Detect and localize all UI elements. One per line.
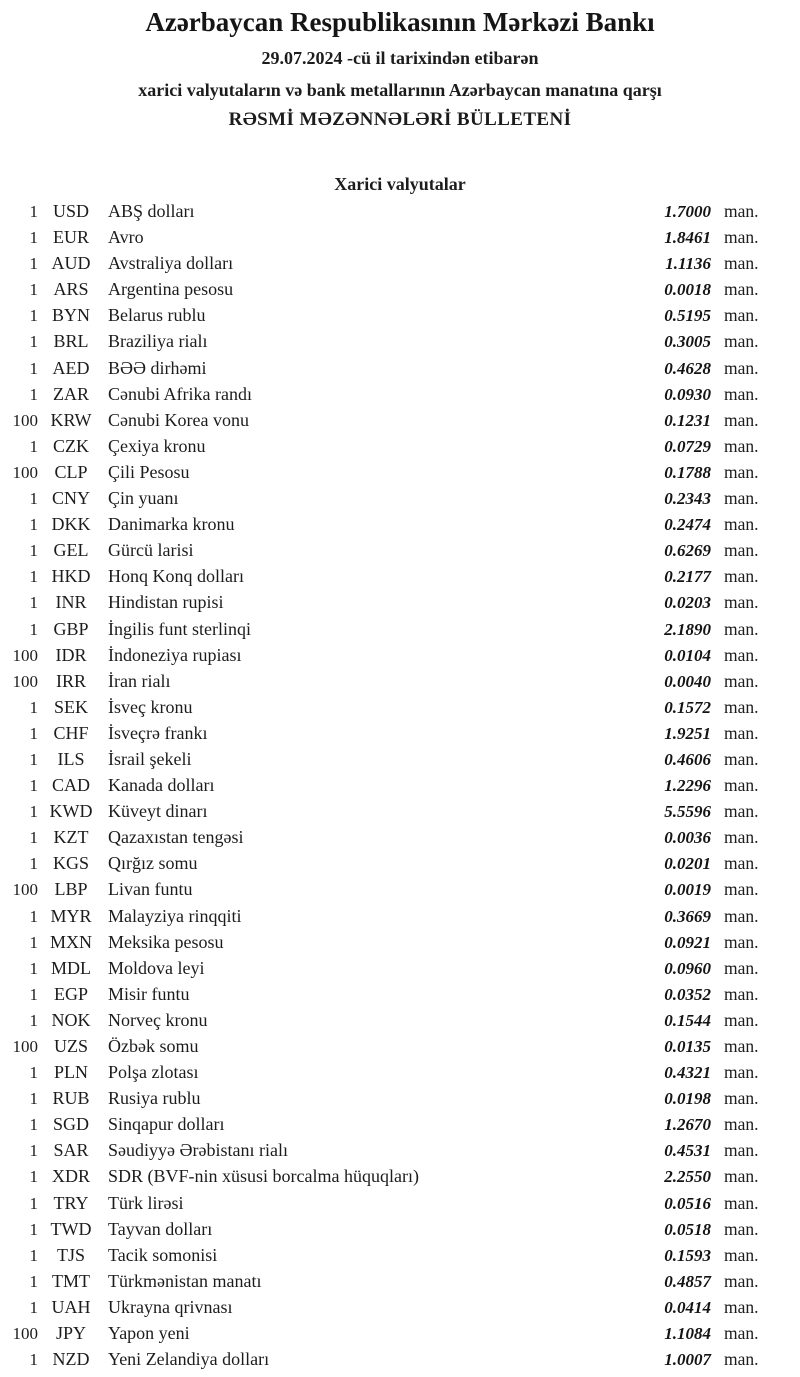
- currency-code-cell: JPY: [55, 1323, 86, 1344]
- currency-code-cell: SEK: [53, 696, 88, 717]
- currency-code-cell: BRL: [53, 331, 89, 352]
- rate-row: [0, 1163, 768, 1189]
- quantity-cell: 1: [29, 332, 38, 352]
- currency-name-cell: Polşa zlotası: [108, 1062, 199, 1083]
- rate-value-cell: 0.0018: [664, 280, 711, 300]
- rate-value-cell: 1.2670: [664, 1115, 711, 1135]
- rate-value-cell: 2.1890: [664, 619, 711, 639]
- quantity-cell: 1: [29, 1271, 38, 1291]
- quantity-cell: 1: [29, 984, 38, 1004]
- unit-cell: man.: [724, 540, 759, 561]
- rate-value-cell: 0.0960: [664, 958, 711, 978]
- rate-value-cell: 0.4857: [664, 1271, 711, 1291]
- unit-cell: man.: [724, 957, 759, 978]
- currency-name-cell: İngilis funt sterlinqi: [108, 618, 251, 639]
- rate-value-cell: 0.4628: [664, 358, 711, 378]
- unit-cell: man.: [724, 357, 759, 378]
- rate-value-cell: 0.0203: [664, 593, 711, 613]
- currency-code-cell: INR: [55, 592, 87, 613]
- unit-cell: man.: [724, 1166, 759, 1187]
- currency-code-cell: ARS: [53, 279, 89, 300]
- quantity-cell: 100: [12, 410, 38, 430]
- rate-value-cell: 1.8461: [664, 228, 711, 248]
- currency-name-cell: BƏƏ dirhəmi: [108, 357, 207, 378]
- currency-name-cell: ABŞ dolları: [108, 201, 195, 221]
- quantity-cell: 1: [29, 1167, 38, 1187]
- rate-row: [0, 433, 768, 459]
- rate-value-cell: 0.0414: [664, 1297, 711, 1317]
- currency-code-cell: CHF: [53, 722, 89, 743]
- quantity-cell: 1: [29, 1141, 38, 1161]
- rate-row: [0, 381, 768, 407]
- currency-name-cell: Tacik somonisi: [108, 1244, 218, 1265]
- quantity-cell: 100: [12, 462, 38, 482]
- currency-code-cell: MYR: [50, 905, 92, 926]
- rate-row: [0, 1294, 768, 1320]
- quantity-cell: 1: [29, 1245, 38, 1265]
- unit-cell: man.: [724, 748, 759, 769]
- unit-cell: man.: [724, 305, 759, 326]
- rate-row: [0, 250, 768, 276]
- currency-name-cell: Çexiya kronu: [108, 435, 206, 456]
- currency-name-cell: Çin yuanı: [108, 488, 179, 509]
- quantity-cell: 1: [29, 254, 38, 274]
- quantity-cell: 100: [12, 1037, 38, 1056]
- rate-value-cell: 0.1544: [664, 1010, 711, 1030]
- currency-code-cell: ILS: [57, 748, 85, 769]
- rate-value-cell: 1.1084: [664, 1324, 711, 1344]
- rate-value-cell: 0.0036: [664, 828, 711, 848]
- rate-value-cell: 0.0198: [664, 1089, 711, 1109]
- currency-name-cell: Braziliya rialı: [108, 331, 208, 352]
- quantity-cell: 1: [29, 384, 38, 404]
- rate-row: [0, 1346, 768, 1372]
- rate-value-cell: 0.4321: [664, 1063, 711, 1083]
- currency-code-cell: XDR: [51, 1166, 90, 1187]
- quantity-cell: 1: [29, 749, 38, 769]
- currency-code-cell: TJS: [56, 1244, 85, 1265]
- unit-cell: man.: [724, 1062, 759, 1083]
- rate-row: [0, 1085, 768, 1111]
- currency-name-cell: Yapon yeni: [108, 1323, 190, 1344]
- currency-code-cell: UZS: [53, 1036, 88, 1056]
- rate-row: [0, 668, 768, 694]
- rate-row: [0, 1216, 768, 1242]
- unit-cell: man.: [724, 1244, 759, 1265]
- rate-value-cell: 2.2550: [664, 1167, 711, 1187]
- rate-row: [0, 1320, 768, 1346]
- rate-value-cell: 0.0352: [664, 984, 711, 1004]
- currency-name-cell: İran rialı: [108, 670, 171, 691]
- currency-name-cell: Yeni Zelandiya dolları: [108, 1349, 270, 1370]
- unit-cell: man.: [724, 644, 759, 665]
- currency-code-cell: KZT: [53, 827, 89, 848]
- rates-table-body: [0, 198, 800, 1372]
- quantity-cell: 1: [29, 619, 38, 639]
- currency-name-cell: Rusiya rublu: [108, 1088, 201, 1109]
- unit-cell: man.: [724, 983, 759, 1004]
- currency-name-cell: SDR (BVF-nin xüsusi borcalma hüquqları): [108, 1166, 419, 1187]
- quantity-cell: 1: [29, 306, 38, 326]
- currency-code-cell: TWD: [50, 1218, 92, 1239]
- unit-cell: man.: [724, 461, 759, 482]
- currency-name-cell: Cənubi Afrika randı: [108, 383, 252, 404]
- currency-name-cell: Qırğız somu: [108, 853, 198, 874]
- currency-name-cell: Qazaxıstan tengəsi: [108, 827, 244, 848]
- currency-code-cell: EGP: [53, 983, 88, 1004]
- quantity-cell: 1: [29, 228, 38, 248]
- currency-name-cell: Ukrayna qrivnası: [108, 1296, 233, 1317]
- currency-name-cell: Hindistan rupisi: [108, 592, 224, 613]
- currency-name-cell: Tayvan dolları: [108, 1218, 213, 1239]
- rate-value-cell: 0.0930: [664, 384, 711, 404]
- unit-cell: man.: [724, 592, 759, 613]
- rate-row: [0, 720, 768, 746]
- rate-value-cell: 0.0201: [664, 854, 711, 874]
- quantity-cell: 1: [29, 436, 38, 456]
- quantity-cell: 100: [12, 880, 38, 900]
- currency-name-cell: Sinqapur dolları: [108, 1114, 225, 1135]
- rate-value-cell: 0.0729: [664, 436, 711, 456]
- unit-cell: man.: [724, 1218, 759, 1239]
- rate-row: [0, 1190, 768, 1216]
- currency-code-cell: EUR: [53, 227, 89, 248]
- unit-cell: man.: [724, 1323, 759, 1344]
- rate-row: [0, 746, 768, 772]
- rate-value-cell: 0.2474: [664, 515, 711, 535]
- rate-value-cell: 1.7000: [664, 202, 711, 221]
- currency-code-cell: CLP: [54, 461, 88, 482]
- rate-row: [0, 798, 768, 824]
- currency-code-cell: HKD: [51, 566, 91, 587]
- bulletin-header: [0, 0, 800, 132]
- currency-code-cell: SGD: [52, 1114, 89, 1135]
- rate-value-cell: 0.0040: [664, 671, 711, 691]
- unit-cell: man.: [724, 488, 759, 509]
- currency-name-cell: Honq Konq dolları: [108, 566, 244, 587]
- unit-cell: man.: [724, 827, 759, 848]
- currency-name-cell: Livan funtu: [108, 879, 193, 900]
- currency-name-cell: Çili Pesosu: [108, 461, 190, 482]
- rate-value-cell: 0.0019: [664, 880, 711, 900]
- currency-code-cell: MDL: [51, 957, 91, 978]
- unit-cell: man.: [724, 1140, 759, 1161]
- currency-code-cell: UAH: [51, 1296, 91, 1317]
- rate-row: [0, 772, 768, 798]
- rate-value-cell: 0.3669: [664, 906, 711, 926]
- rate-value-cell: 0.3005: [664, 332, 711, 352]
- rate-value-cell: 5.5596: [664, 802, 711, 822]
- quantity-cell: 1: [29, 1219, 38, 1239]
- currency-name-cell: Kanada dolları: [108, 775, 215, 796]
- unit-cell: man.: [724, 696, 759, 717]
- unit-cell: man.: [724, 853, 759, 874]
- currency-code-cell: KGS: [52, 853, 89, 874]
- currency-code-cell: DKK: [51, 514, 91, 535]
- bulletin-title: RƏSMİ MƏZƏNNƏLƏRİ BÜLLETENİ: [228, 109, 572, 130]
- quantity-cell: 1: [29, 697, 38, 717]
- rate-value-cell: 1.0007: [664, 1350, 711, 1370]
- rate-row: [0, 276, 768, 302]
- unit-cell: man.: [724, 722, 759, 743]
- currency-code-cell: KWD: [49, 801, 93, 822]
- currency-name-cell: Küveyt dinarı: [108, 801, 208, 822]
- rate-row: [0, 511, 768, 537]
- rate-value-cell: 0.1572: [664, 697, 711, 717]
- unit-cell: man.: [724, 409, 759, 430]
- unit-cell: man.: [724, 279, 759, 300]
- currency-code-cell: GBP: [53, 618, 89, 639]
- currency-code-cell: USD: [52, 201, 89, 221]
- currency-name-cell: Avro: [108, 227, 144, 248]
- quantity-cell: 1: [29, 358, 38, 378]
- currency-code-cell: IRR: [55, 670, 86, 691]
- rate-row: [0, 876, 768, 902]
- currency-name-cell: Belarus rublu: [108, 305, 206, 326]
- unit-cell: man.: [724, 253, 759, 274]
- rate-row: [0, 1059, 768, 1085]
- unit-cell: man.: [724, 905, 759, 926]
- rate-value-cell: 1.2296: [664, 776, 711, 796]
- currency-name-cell: Malayziya rinqqiti: [108, 905, 242, 926]
- rate-row: [0, 824, 768, 850]
- unit-cell: man.: [724, 514, 759, 535]
- currency-code-cell: TRY: [53, 1192, 89, 1213]
- rate-row: [0, 589, 768, 615]
- quantity-cell: 1: [29, 1193, 38, 1213]
- rate-row: [0, 1111, 768, 1137]
- rate-value-cell: 0.4531: [664, 1141, 711, 1161]
- bulletin-subtitle: xarici valyutaların və bank metallarının Azərbaycan manatına qarşı: [138, 80, 662, 100]
- quantity-cell: 1: [29, 1010, 38, 1030]
- rate-row: [0, 537, 768, 563]
- quantity-cell: 1: [29, 1089, 38, 1109]
- quantity-cell: 1: [29, 723, 38, 743]
- currency-code-cell: KRW: [50, 409, 92, 430]
- rate-value-cell: 0.1788: [664, 462, 711, 482]
- unit-cell: man.: [724, 383, 759, 404]
- currency-name-cell: Özbək somu: [108, 1036, 199, 1056]
- currency-code-cell: LBP: [54, 879, 88, 900]
- quantity-cell: 1: [29, 828, 38, 848]
- unit-cell: man.: [724, 201, 759, 221]
- rate-row: [0, 642, 768, 668]
- section-title-foreign-currencies: Xarici valyutalar: [334, 174, 466, 194]
- effective-date-line: 29.07.2024 -cü il tarixindən etibarən: [261, 48, 539, 68]
- rate-row: [0, 694, 768, 720]
- rate-row: [0, 1033, 768, 1059]
- rate-row: [0, 355, 768, 381]
- bank-name-title: Azərbaycan Respublikasının Mərkəzi Bankı: [145, 7, 655, 37]
- quantity-cell: 1: [29, 958, 38, 978]
- currency-code-cell: MXN: [49, 931, 92, 952]
- unit-cell: man.: [724, 879, 759, 900]
- rate-row: [0, 616, 768, 642]
- currency-name-cell: Argentina pesosu: [108, 279, 234, 300]
- unit-cell: man.: [724, 1270, 759, 1291]
- rate-value-cell: 0.0921: [664, 932, 711, 952]
- quantity-cell: 1: [29, 489, 38, 509]
- rate-value-cell: 0.0135: [664, 1037, 711, 1056]
- rate-row: [0, 563, 768, 589]
- unit-cell: man.: [724, 801, 759, 822]
- rate-value-cell: 0.5195: [664, 306, 711, 326]
- quantity-cell: 1: [29, 802, 38, 822]
- quantity-cell: 1: [29, 776, 38, 796]
- currency-code-cell: GEL: [53, 540, 89, 561]
- currency-code-cell: CAD: [51, 775, 90, 796]
- currency-name-cell: Moldova leyi: [108, 957, 205, 978]
- quantity-cell: 100: [12, 671, 38, 691]
- unit-cell: man.: [724, 775, 759, 796]
- currency-name-cell: Danimarka kronu: [108, 514, 235, 535]
- currency-name-cell: İsrail şekeli: [108, 748, 192, 769]
- currency-code-cell: CNY: [51, 488, 90, 509]
- quantity-cell: 1: [29, 515, 38, 535]
- currency-name-cell: Meksika pesosu: [108, 931, 224, 952]
- currency-name-cell: İsveçrə frankı: [108, 722, 208, 743]
- currency-name-cell: Misir funtu: [108, 983, 190, 1004]
- quantity-cell: 1: [29, 593, 38, 613]
- unit-cell: man.: [724, 1009, 759, 1030]
- rate-row: [0, 955, 768, 981]
- currency-code-cell: PLN: [53, 1062, 88, 1083]
- unit-cell: man.: [724, 566, 759, 587]
- currency-name-cell: Norveç kronu: [108, 1009, 208, 1030]
- unit-cell: man.: [724, 1192, 759, 1213]
- currency-code-cell: TMT: [52, 1270, 90, 1291]
- rate-value-cell: 0.0518: [664, 1219, 711, 1239]
- rate-row: [0, 407, 768, 433]
- currency-code-cell: RUB: [52, 1088, 90, 1109]
- quantity-cell: 1: [29, 202, 38, 221]
- rate-row: [0, 1007, 768, 1033]
- currency-name-cell: İsveç kronu: [108, 696, 193, 717]
- unit-cell: man.: [724, 1036, 759, 1056]
- unit-cell: man.: [724, 1114, 759, 1135]
- rate-value-cell: 0.1593: [664, 1245, 711, 1265]
- rate-row: [0, 1268, 768, 1294]
- rate-value-cell: 0.6269: [664, 541, 711, 561]
- rate-value-cell: 1.1136: [665, 254, 711, 274]
- currency-name-cell: Cənubi Korea vonu: [108, 409, 249, 430]
- rate-value-cell: 1.9251: [664, 723, 711, 743]
- unit-cell: man.: [724, 1088, 759, 1109]
- quantity-cell: 1: [29, 1297, 38, 1317]
- rate-value-cell: 0.2343: [664, 489, 711, 509]
- currency-code-cell: NOK: [51, 1009, 91, 1030]
- unit-cell: man.: [724, 670, 759, 691]
- rate-row: [0, 929, 768, 955]
- quantity-cell: 1: [29, 1063, 38, 1083]
- currency-name-cell: Türk lirəsi: [108, 1192, 184, 1213]
- quantity-cell: 1: [29, 854, 38, 874]
- rate-row: [0, 328, 768, 354]
- unit-cell: man.: [724, 227, 759, 248]
- currency-code-cell: SAR: [53, 1140, 89, 1161]
- quantity-cell: 1: [29, 567, 38, 587]
- unit-cell: man.: [724, 1349, 759, 1370]
- quantity-cell: 1: [29, 280, 38, 300]
- currency-name-cell: İndoneziya rupiası: [108, 644, 242, 665]
- currency-code-cell: IDR: [55, 644, 87, 665]
- rate-row: [0, 485, 768, 511]
- unit-cell: man.: [724, 931, 759, 952]
- currency-code-cell: AED: [52, 357, 90, 378]
- rate-row: [0, 198, 768, 224]
- rate-value-cell: 0.0516: [664, 1193, 711, 1213]
- rate-row: [0, 1242, 768, 1268]
- quantity-cell: 1: [29, 1350, 38, 1370]
- currency-name-cell: Səudiyyə Ərəbistanı rialı: [108, 1140, 288, 1161]
- rate-value-cell: 0.1231: [664, 410, 711, 430]
- quantity-cell: 100: [12, 645, 38, 665]
- currency-code-cell: NZD: [52, 1349, 90, 1370]
- currency-name-cell: Gürcü larisi: [108, 540, 194, 561]
- rate-row: [0, 850, 768, 876]
- rate-value-cell: 0.0104: [664, 645, 711, 665]
- quantity-cell: 1: [29, 1115, 38, 1135]
- rate-row: [0, 981, 768, 1007]
- rate-row: [0, 459, 768, 485]
- unit-cell: man.: [724, 1296, 759, 1317]
- quantity-cell: 100: [12, 1324, 38, 1344]
- quantity-cell: 1: [29, 932, 38, 952]
- currency-name-cell: Avstraliya dolları: [108, 253, 234, 274]
- unit-cell: man.: [724, 618, 759, 639]
- rate-row: [0, 1137, 768, 1163]
- currency-code-cell: CZK: [53, 435, 89, 456]
- currency-code-cell: BYN: [51, 305, 90, 326]
- rate-value-cell: 0.2177: [664, 567, 711, 587]
- rate-row: [0, 224, 768, 250]
- rate-row: [0, 903, 768, 929]
- quantity-cell: 1: [29, 541, 38, 561]
- unit-cell: man.: [724, 331, 759, 352]
- currency-code-cell: AUD: [51, 253, 91, 274]
- currency-code-cell: ZAR: [53, 383, 89, 404]
- rate-row: [0, 302, 768, 328]
- quantity-cell: 1: [29, 906, 38, 926]
- currency-name-cell: Türkmənistan manatı: [108, 1270, 262, 1291]
- unit-cell: man.: [724, 435, 759, 456]
- rate-value-cell: 0.4606: [664, 749, 711, 769]
